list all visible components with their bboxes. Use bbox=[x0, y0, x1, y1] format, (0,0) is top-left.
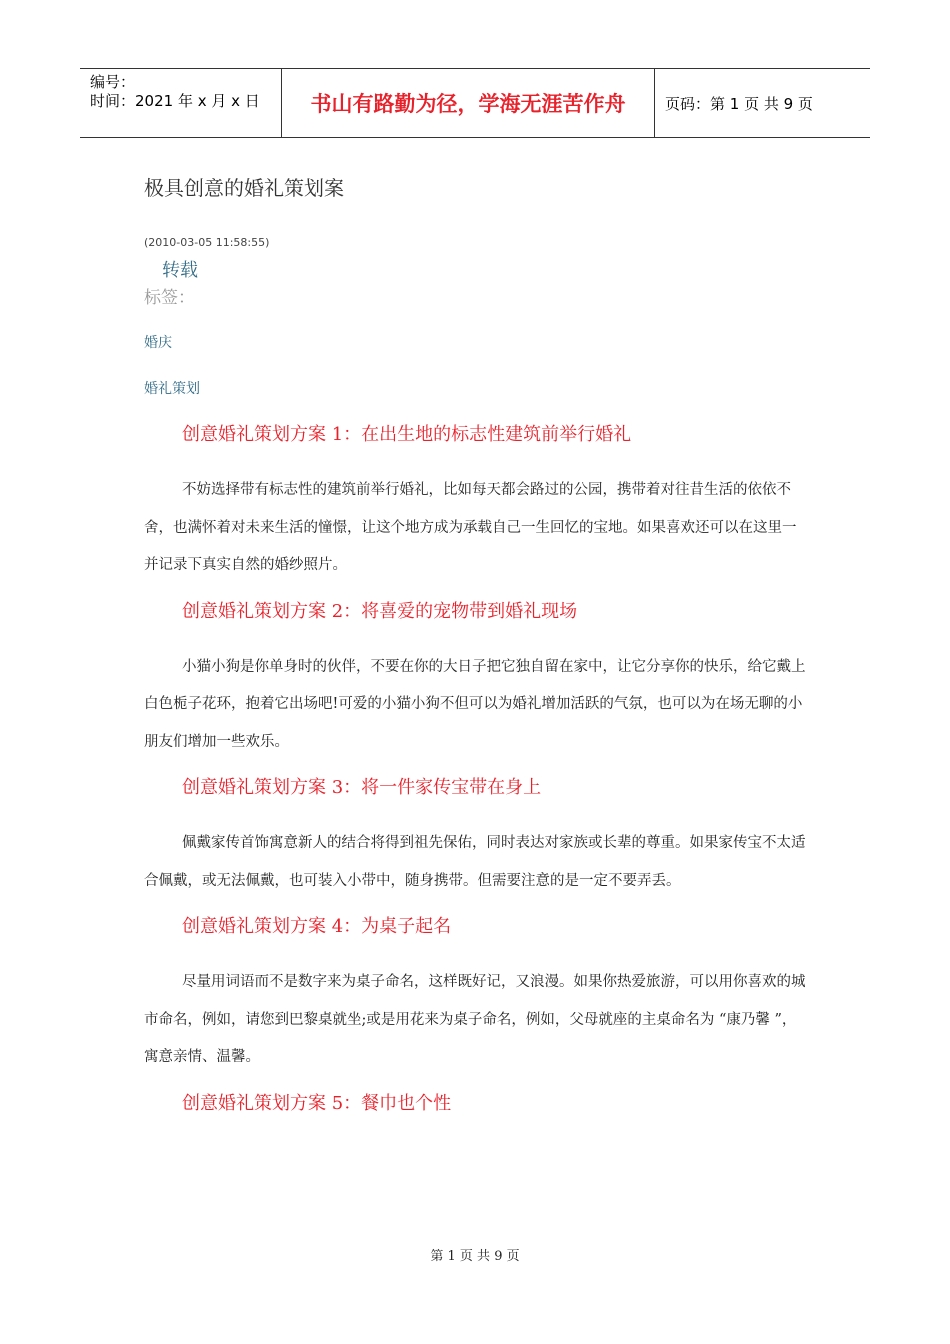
repost-link[interactable]: 转载 bbox=[162, 260, 198, 281]
tag-link-wedding-celebration[interactable]: 婚庆 bbox=[144, 335, 172, 351]
section-2 bbox=[144, 597, 809, 762]
page-footer: 第 1 页 共 9 页 bbox=[430, 1249, 520, 1264]
section-body: 小猫小狗是你单身时的伙伴，不要在你的大日子把它独自留在家中，让它分享你的快乐，给它戴上白色栀子花环，抱着它出场吧!可爱的小猫小狗不但可以为婚礼增加活跃的气氛，也可以为在场无聊的小朋友们增加一些欢乐。 bbox=[144, 658, 806, 750]
section-heading: 创意婚礼策划方案 4：为桌子起名 bbox=[182, 916, 452, 937]
header-page-info: 页码：第 1 页 共 9 页 bbox=[665, 94, 813, 113]
section-body: 尽量用词语而不是数字来为桌子命名，这样既好记，又浪漫。如果你热爱旅游，可以用你喜欢的城市命名，例如，请您到巴黎桌就坐;或是用花来为桌子命名，例如，父母就座的主桌命名为 “康乃馨 ”，寓意亲情、温馨。 bbox=[144, 974, 806, 1065]
article-date: (2010-03-05 11:58:55) bbox=[144, 236, 270, 249]
section-5 bbox=[144, 1089, 809, 1119]
section-1 bbox=[144, 420, 809, 585]
header-motto: 书山有路勤为径，学海无涯苦作舟 bbox=[282, 69, 655, 137]
section-body: 不妨选择带有标志性的建筑前举行婚礼，比如每天都会路过的公园，携带着对往昔生活的依依不舍，也满怀着对未来生活的憧憬，让这个地方成为承载自己一生回忆的宝地。如果喜欢还可以在这里一并记录下真实自然的婚纱照片。 bbox=[144, 482, 797, 573]
document-header bbox=[80, 68, 870, 138]
section-heading: 创意婚礼策划方案 3：将一件家传宝带在身上 bbox=[182, 777, 542, 798]
section-4 bbox=[144, 912, 809, 1077]
section-heading: 创意婚礼策划方案 2：将喜爱的宠物带到婚礼现场 bbox=[182, 600, 578, 622]
tags-label: 标签： bbox=[144, 288, 195, 308]
header-meta bbox=[80, 69, 282, 137]
section-heading: 创意婚礼策划方案 1：在出生地的标志性建筑前举行婚礼 bbox=[182, 424, 632, 445]
number-label: 编号： bbox=[90, 73, 136, 91]
tag-link-wedding-planning[interactable]: 婚礼策划 bbox=[144, 381, 200, 397]
article-content bbox=[144, 420, 809, 1141]
section-body: 佩戴家传首饰寓意新人的结合将得到祖先保佑，同时表达对家族或长辈的尊重。如果家传宝不太适合佩戴，或无法佩戴，也可装入小带中，随身携带。但需要注意的是一定不要弄丢。 bbox=[144, 835, 806, 889]
section-3 bbox=[144, 773, 809, 900]
time-label: 时间：2021 年 x 月 x 日 bbox=[90, 92, 260, 110]
article-title: 极具创意的婚礼策划案 bbox=[144, 176, 344, 200]
section-heading: 创意婚礼策划方案 5：餐巾也个性 bbox=[182, 1092, 452, 1114]
